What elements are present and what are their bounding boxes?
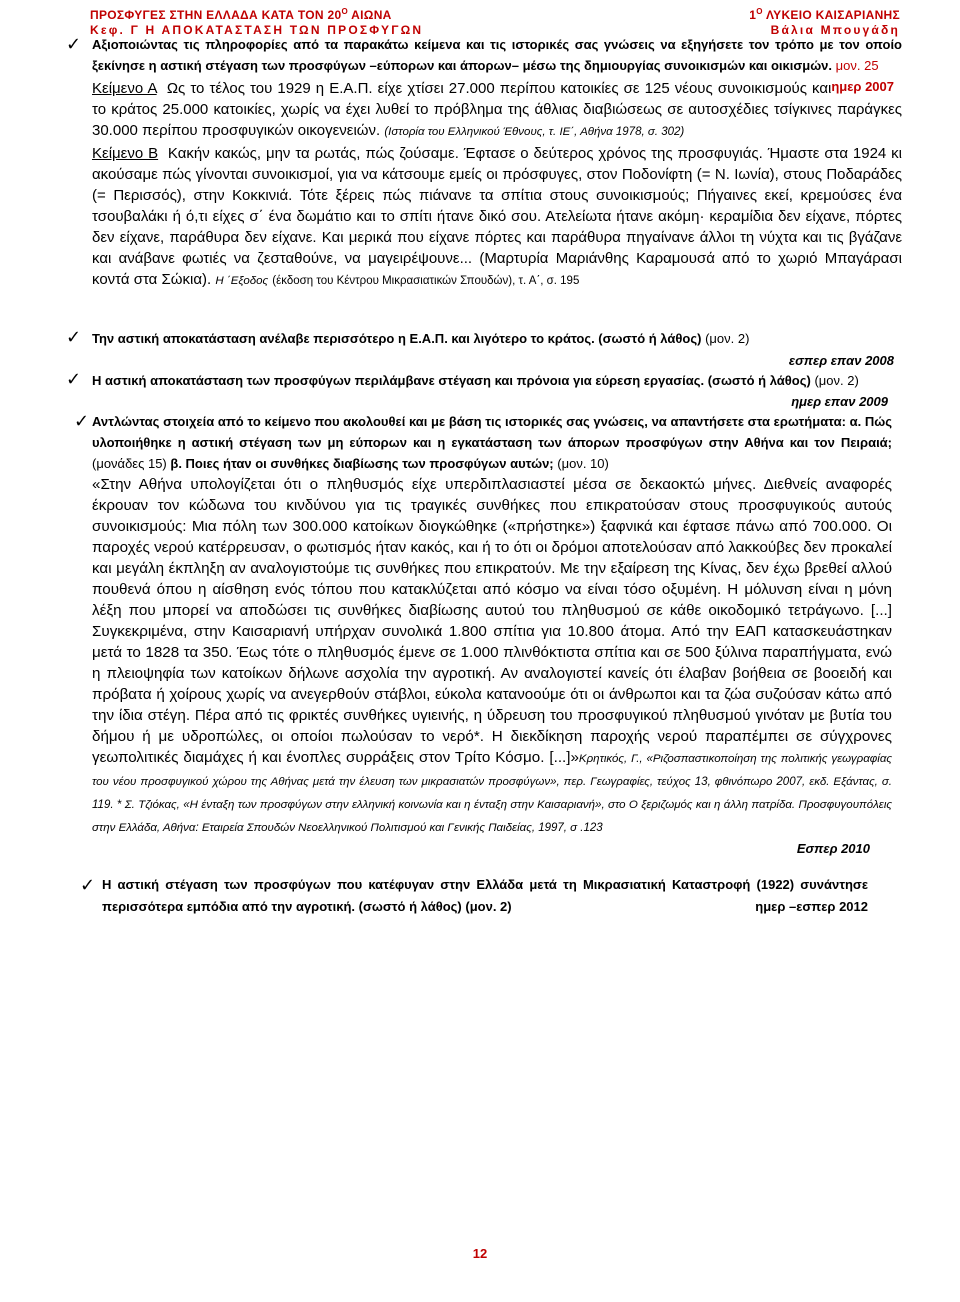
question-2: Την αστική αποκατάσταση ανέλαβε περισσότερο η Ε.Α.Π. και λιγότερο το κράτος. (σωστό ή λάθος) (μον. 2) εσπερ επαν 2008 [92, 328, 894, 372]
checkmark-icon: ✓ [74, 411, 90, 431]
page-number: 12 [472, 1246, 488, 1261]
exam-tag: ημερ επαν 2009 [791, 394, 888, 409]
question-4-text: Αντλώντας στοιχεία από το κείμενο που ακολουθεί και με βάση τις ιστορικές σας γνώσεις, να απαντήσετε στα ερωτήματα: α. Πώς υλοποιήθηκε η αστική στέγαση των μη εύπορων και η εγκατάσταση των άπορων προσφύγων στην Αθήνα και τον Πειραιά; (μονάδες 15) β. Ποιες ήταν οι συνθήκες διαβίωσης των προσφύγων αυτών; (μον. 10) [92, 414, 892, 471]
question-1 [92, 34, 902, 292]
header-left [90, 4, 423, 38]
question-1-text: Αξιοποιώντας τις πληροφορίες από τα παρακάτω κείμενα και τις ιστορικές σας γνώσεις να εξηγήσετε τον τρόπο με τον οποίο ξεκίνησε η αστική στέγαση των προσφύγων –εύπορων και άπορων– μέσω της δημιουργίας συνοικισμών και οικισμών. μον. 25 ημερ 2007 [92, 34, 902, 76]
header-school: $1^O$ ΛΥΚΕΙΟ ΚΑΙΣΑΡΙΑΝΗΣ [749, 7, 900, 22]
exam-tag: ημερ 2007 [831, 79, 894, 94]
header-title: ΠΡΟΣΦΥΓΕΣ ΣΤΗΝ ΕΛΛΑΔΑ ΚΑΤΑ ΤΟΝ $20^O$ ΑΙΩΝΑ [90, 7, 392, 22]
question-3: Η αστική αποκατάσταση των προσφύγων περιλάμβανε στέγαση και πρόνοια για εύρεση εργασίας. (σωστό ή λάθος) (μον. 2) ημερ επαν 2009 [92, 370, 892, 412]
text-b: Κείμενο Β Κακήν κακώς, μην τα ρωτάς, πώς ζούσαμε. Έφτασε ο δεύτερος χρόνος της προσφυγιάς. Ήμαστε στα 1924 κι ακούσαμε πώς γίνονται συνοικισμοί, για να κάτσουμε εμείς οι πρόσφυγες, στον Ποδονίφτη (= Ν. Ιωνία), στους Ποδαράδες (= Περισσός), στην Κοκκινιά. Τότε ξέρεις πώς πιάνανε τα σπίτια στους συνοικισμούς; Πήγαινες εκεί, κρεμούσες ένα τσουβαλάκι ή ό,τι είχες σ΄ ένα δωμάτιο και το σπίτι ήτανε δικό σου. Ατελείωτα ήτανε ακόμη· κεραμίδια δεν είχανε, πόρτες δεν είχανε, παράθυρα δεν είχανε. Και μερικά που είχανε πόρτες και παράθυρα πηγαίνανε άλλοι τη νύχτα και τις βγάζανε και ανάβανε φωτιές να ζεσταθούνε, να μαγειρέψουνε... (Μαρτυρία Μαριάνθης Καραμουσά από το χωριό Μπαγάρασι κοντά στα Σώκια). Η ΄Εξοδος (έκδοση του Κέντρου Μικρασιατικών Σπουδών), τ. Α΄, σ. 195 [92, 145, 902, 288]
checkmark-icon: ✓ [66, 327, 82, 347]
source-text: «Στην Αθήνα υπολογίζεται ότι ο πληθυσμός είχε υπερδιπλασιαστεί μέσα σε δεκαοκτώ μήνες. Διεθνείς αναφορές έκρουαν τον κώδωνα του κινδύνου για τις τραγικές συνθήκες που επικρατούσαν στους προσφυγικούς αυτούς συνοικισμούς: Μια πόλη των 300.000 κατοίκων διογκώθηκε («πρήστηκε») ξαφνικά και έφτασε πάνω από 700.000. Οι παροχές νερού κατέρρευσαν, ο φωτισμός ήταν κακός, και ή το ότι οι δρόμοι αποτελούσαν από λακκούβες δεν προκαλεί και μεγάλη έκπληξη αν αναλογιστούμε τις συνθήκες που επικρατούν. Με την εξαίρεση της Κίνας, δεν έχω βρεθεί αλλού πουθενά όπου η αίσθηση ενός τόπου που κατακλύζεται από κόσμο να είναι τόσο οξυμένη. Η μόλυνση είναι η μόνη λέξη που μπορεί να αποδώσει τις συνθήκες διαβίωσης αυτού του πληθυσμού σε κάθε οικοδομικό τετράγωνο. [...] Συγκεκριμένα, στην Καισαριανή υπήρχαν συνολικά 1.800 σπίτια για 10.800 άτομα. Από την ΕΑΠ κατασκευάστηκαν μετά το 1828 τα 350. Έως τότε ο πληθυσμός έμενε σε 1.000 πλινθόκτιστα σπίτια και σε 500 ξύλινα παραπήγματα, ενώ η πλειοψηφία των κατοίκων δήλωνε ασχολία την αγροτική. Αν αναλογιστεί κανείς ότι έλαβαν βοήθεια σε βοοειδή και πρόβατα ή χοίρους χωρίς να ανεγερθούν στάβλοι, εύκολα κατανοούμε ότι οι άνθρωποι και τα ζώα συζούσαν κάτω από την ίδια στέγη. Πέρα από τις φρικτές συνθήκες υγιεινής, η ύδρευση του προσφυγικού πληθυσμού γινόταν με βυτία του δήμου ή με υδροπώλες, οι οποίοι πωλούσαν το νερό*. Η διεκδίκηση παροχής νερού παραπέμπει σε σύγχρονες γεωπολιτικές διαμάχες ή και ένοπλες συρράξεις στον Τρίτο Κόσμο. [...]»Κρητικός, Γ., «Ριζοσπαστικοποίηση της πολιτικής γεωγραφίας του νέου προσφυγικού χώρου της Αθήνας μετά την έλευση των μικρασιατών προσφύγων», περ. Γεωγραφίες, τεύχος 13, φθινόπωρο 2007, εκδ. Εξάντας, σ. 119. * Σ. Τζιόκας, «Η ένταξη των προσφύγων στην ελληνική κοινωνία και η ένταξη στην Καισαριανή», στο Ο ξεριζωμός και η άλλη πατρίδα. Προσφυγουπόλεις στην Ελλάδα, Αθήνα: Εταιρεία Σπουδών Νεοελληνικού Πολιτισμού και Γενικής Παιδείας, 1997, σ .123 [92, 476, 892, 834]
checkmark-icon: ✓ [80, 875, 96, 895]
exam-tag: εσπερ επαν 2008 [788, 353, 894, 368]
exam-tag: Εσπερ 2010 [796, 841, 870, 856]
checkmark-icon: ✓ [66, 369, 82, 389]
header-right [749, 4, 900, 38]
header-chapter: Κεφ. Γ Η ΑΠΟΚΑΤΑΣΤΑΣΗ ΤΩΝ ΠΡΟΣΦΥΓΩΝ [90, 23, 424, 37]
text-a: Κείμενο Α Ως το τέλος του 1929 η Ε.Α.Π. είχε χτίσει 27.000 περίπου κατοικίες σε 125 νέους συνοικισμούς και το κράτος 25.000 κατοικίες, χωρίς να έχει λυθεί το πρόβλημα της άθλιας διαβιώσεως σε αυτοσχέδιες τσίγκινες παράγκες 30.000 περίπου προσφυγικών οικογενειών. (Ιστορία του Ελληνικού Έθνους, τ. ΙΕ΄, Αθήνα 1978, σ. 302) [92, 80, 902, 139]
question-4 [92, 411, 892, 859]
question-5: Η αστική στέγαση των προσφύγων που κατέφυγαν στην Ελλάδα μετά τη Μικρασιατική Καταστροφή (1922) συνάντησε περισσότερα εμπόδια από την αγροτική. (σωστό ή λάθος) (μον. 2) ημερ –εσπερ 2012 [102, 874, 868, 918]
checkmark-icon: ✓ [66, 34, 82, 54]
citation: Κρητικός, Γ., «Ριζοσπαστικοποίηση της πολιτικής γεωγραφίας του νέου προσφυγικού χώρου της Αθήνας μετά την έλευση των μικρασιατών προσφύγων», περ. Γεωγραφίες, τεύχος 13, φθινόπωρο 2007, εκδ. Εξάντας, σ. 119. * Σ. Τζιόκας, «Η ένταξη των προσφύγων στην ελληνική κοινωνία και η ένταξη στην Καισαριανή», στο Ο ξεριζωμός και η άλλη πατρίδα. Προσφυγουπόλεις στην Ελλάδα, Αθήνα: Εταιρεία Σπουδών Νεοελληνικού Πολιτισμού και Γενικής Παιδείας, 1997, σ .123 [92, 753, 892, 834]
exam-tag: ημερ –εσπερ 2012 [755, 899, 868, 914]
header-author: Βάλια Μπουγάδη [770, 23, 900, 37]
